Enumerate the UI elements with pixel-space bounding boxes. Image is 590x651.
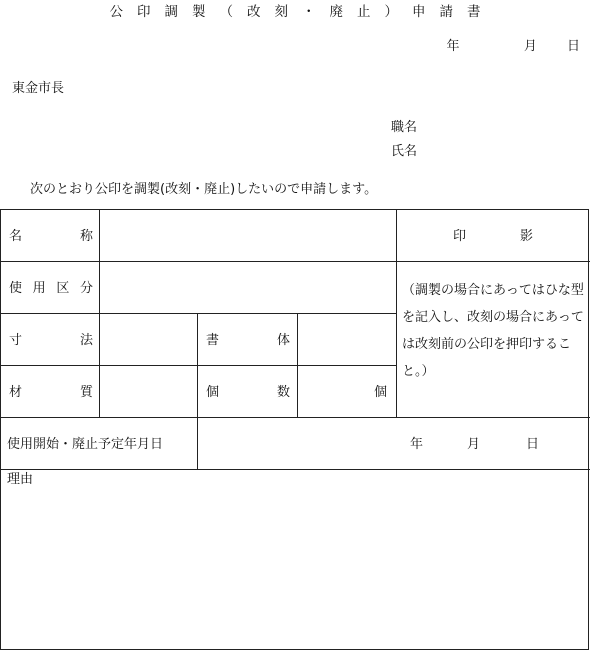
typeface-label (206, 334, 290, 347)
intro-text: 次のとおり公印を調製(改刻・廃止)したいので申請します。 (30, 182, 378, 197)
material-label (9, 386, 93, 399)
material-input[interactable] (100, 366, 195, 415)
title-char: 止 (357, 4, 371, 20)
quantity-unit: 個 (374, 385, 388, 400)
label-char: 区 (56, 281, 70, 296)
size-label (9, 334, 93, 347)
reason-input[interactable] (2, 490, 587, 648)
position-label: 職名 (391, 120, 418, 135)
label-char: 名 (9, 229, 23, 244)
impression-note: （調製の場合にあってはひな型を記入し、改刻の場合にあっては改刻前の公印を押印すること。） (402, 283, 584, 379)
label-char: 称 (79, 229, 93, 244)
period-year: 年 (410, 437, 424, 452)
document-date (447, 40, 580, 53)
label-char: 個 (206, 385, 220, 400)
label-char: 材 (9, 385, 23, 400)
title-char: （ (219, 4, 233, 20)
label-char: 体 (276, 333, 290, 348)
period-label: 使用開始・廃止予定年月日 (7, 437, 164, 452)
title-char: 廃 (329, 4, 343, 20)
title-char: 製 (192, 4, 206, 20)
title-char: 請 (439, 4, 453, 20)
row-divider (1, 417, 590, 418)
impression-label (453, 230, 533, 243)
label-char: 質 (79, 385, 93, 400)
quantity-label (206, 386, 290, 399)
label-char: 数 (276, 385, 290, 400)
row-divider (1, 469, 590, 470)
col-divider (197, 313, 198, 417)
label-char: 法 (79, 333, 93, 348)
label-char: 影 (519, 229, 533, 244)
label-char: 書 (206, 333, 220, 348)
name-field-label (9, 230, 93, 243)
label-char: 寸 (9, 333, 23, 348)
month-label: 月 (523, 39, 537, 54)
day-label: 日 (566, 39, 580, 54)
size-input[interactable] (100, 314, 195, 363)
period-month: 月 (467, 437, 481, 452)
typeface-input[interactable] (298, 314, 394, 363)
usage-category-input[interactable] (100, 262, 393, 311)
addressee: 東金市長 (12, 81, 65, 96)
title-char: ） (384, 4, 398, 20)
label-char: 印 (453, 229, 467, 244)
col-divider (197, 417, 198, 469)
title-char: 書 (467, 4, 481, 20)
col-divider (396, 210, 397, 417)
row-divider (1, 365, 396, 366)
label-char: 用 (32, 281, 46, 296)
period-day: 日 (526, 437, 540, 452)
name-label: 氏名 (391, 144, 418, 159)
reason-label: 理由 (7, 472, 34, 487)
title-char: 刻 (274, 4, 288, 20)
label-char: 使 (9, 281, 23, 296)
document-title (0, 6, 590, 20)
title-char: ・ (302, 4, 316, 20)
title-char: 公 (109, 4, 123, 20)
title-char: 調 (164, 4, 178, 20)
title-char: 申 (412, 4, 426, 20)
name-field-input[interactable] (100, 211, 393, 260)
title-char: 印 (137, 4, 151, 20)
title-char: 改 (247, 4, 261, 20)
usage-category-label (9, 282, 93, 295)
label-char: 分 (79, 281, 93, 296)
year-label: 年 (446, 39, 460, 54)
